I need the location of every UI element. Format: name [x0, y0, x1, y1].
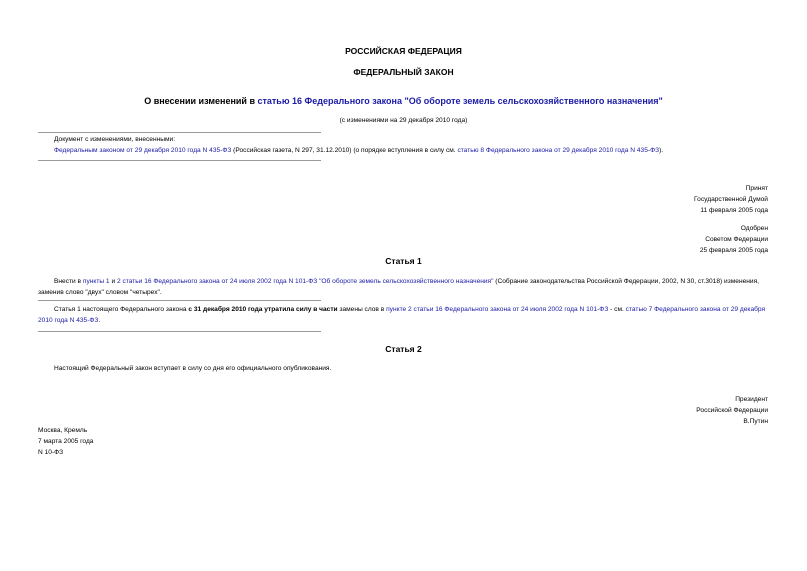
- text: - см.: [608, 306, 626, 313]
- place: Москва, Кремль: [38, 427, 88, 434]
- amendments-label: Документ с изменениями, внесенными:: [54, 136, 176, 143]
- text: замены слов в: [337, 306, 387, 313]
- approved-line2: Советом Федерации: [705, 236, 768, 243]
- approved-date: 25 февраля 2005 года: [699, 247, 768, 254]
- article-link[interactable]: статью 7 Федерального закона от 29 декабря 2010 года N 435-ФЗ: [38, 306, 766, 324]
- page-title: [0, 96, 807, 106]
- divider: [38, 331, 321, 332]
- approved-line1: Одобрен: [740, 225, 768, 232]
- revision-note: (с изменениями на 29 декабря 2010 года): [339, 117, 468, 124]
- signature-org: Российской Федерации: [696, 407, 768, 414]
- signing-date: 7 марта 2005 года: [38, 438, 94, 445]
- bold-text: с 31 декабря 2010 года утратила силу в части: [188, 306, 338, 313]
- text: Внести в: [54, 278, 83, 285]
- text: (Собрание законодательства Российской Федерации, 2002, N 30, ст.3018) изменения, заменив слово "двух" словом "четырех".: [38, 278, 759, 296]
- article-link[interactable]: 2 статьи 16 Федерального закона от 24 июля 2002 года N 101-ФЗ "Об обороте земель сельскохозяйственного назначения": [116, 278, 494, 285]
- article1-paragraph: [38, 276, 769, 298]
- amendment-source-text: (Российская газета, N 297, 31.12.2010) (о порядке вступления в силу см.: [231, 147, 458, 154]
- text: .: [98, 317, 101, 324]
- text: и: [109, 278, 117, 285]
- article2-text: Настоящий Федеральный закон вступает в силу со дня его официального опубликования.: [54, 365, 332, 372]
- law-number: N 10-ФЗ: [38, 449, 64, 456]
- adopted-date: 11 февраля 2005 года: [700, 207, 768, 214]
- amendment-article-link[interactable]: статью 8 Федерального закона от 29 декабря 2010 года N 435-ФЗ: [457, 147, 660, 154]
- article1-amendment-note: [38, 304, 769, 326]
- adopted-line1: Принят: [745, 185, 768, 192]
- signature-name: В.Путин: [743, 418, 768, 425]
- country-heading: РОССИЙСКАЯ ФЕДЕРАЦИЯ: [345, 46, 462, 56]
- title-prefix: О внесении изменений в: [144, 96, 258, 106]
- title-link[interactable]: статью 16 Федерального закона "Об обороте земель сельскохозяйственного назначения": [257, 96, 663, 106]
- signature-title: Президент: [735, 396, 768, 403]
- article2-heading: Статья 2: [385, 344, 422, 354]
- article-link[interactable]: пункте 2 статьи 16 Федерального закона от 24 июля 2002 года N 101-ФЗ: [386, 306, 609, 313]
- divider: [38, 160, 321, 161]
- divider: [38, 132, 321, 133]
- law-type-heading: ФЕДЕРАЛЬНЫЙ ЗАКОН: [353, 67, 454, 77]
- article-link[interactable]: пункты 1: [82, 278, 110, 285]
- amendment-law-link[interactable]: Федеральным законом от 29 декабря 2010 года N 435-ФЗ: [54, 147, 232, 154]
- article1-heading: Статья 1: [385, 256, 422, 266]
- divider: [38, 300, 321, 301]
- amendment-end-text: ).: [659, 147, 664, 154]
- amendments-list: [54, 145, 663, 156]
- adopted-line2: Государственной Думой: [694, 196, 768, 203]
- text: Статья 1 настоящего Федерального закона: [54, 306, 189, 313]
